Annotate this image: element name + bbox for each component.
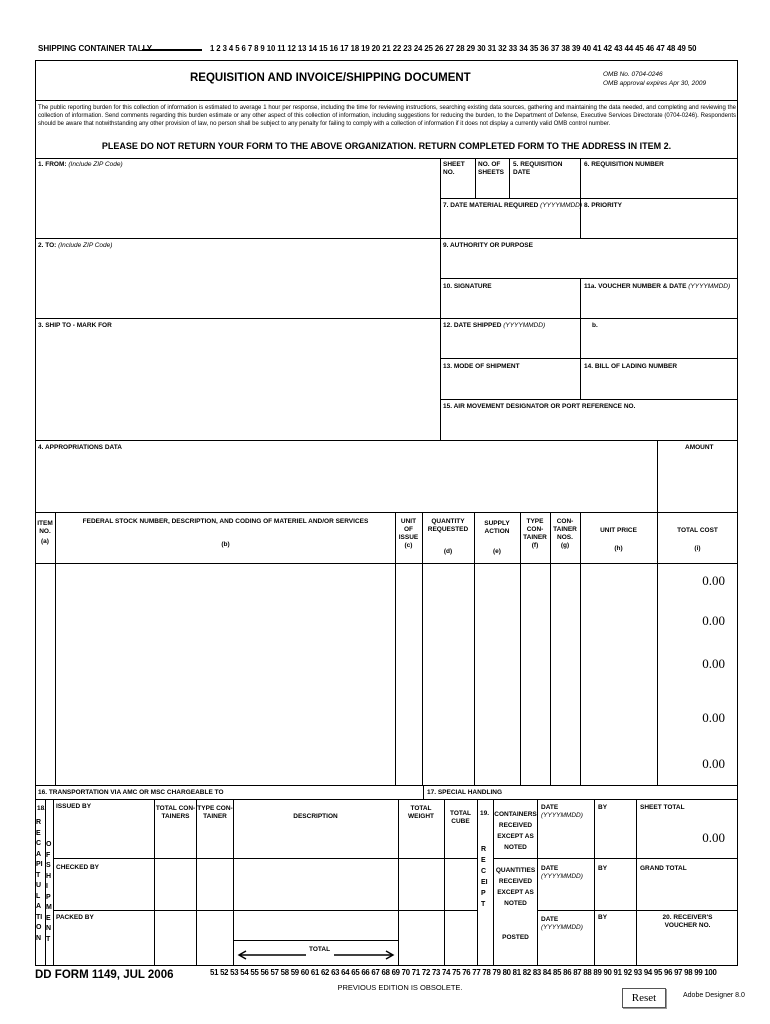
form-border [35,60,738,966]
grand-total-label: GRAND TOTAL [640,865,687,872]
date-shipped-label: 12. DATE SHIPPED (YYYYMMDD) [443,322,546,329]
authority-label: 9. AUTHORITY OR PURPOSE [443,242,533,249]
no-of-sheets-label: NO. OF SHEETS [478,161,505,176]
total-cost-row-1[interactable]: 0.00 [702,573,725,588]
appropriations-label: 4. APPROPRIATIONS DATA [38,444,122,451]
omb-number: OMB No. 0704-0246 [603,71,663,78]
signature-label: 10. SIGNATURE [443,283,492,290]
posted-label: POSTED [502,934,529,941]
date-label-1: DATE (YYYYMMDD) [541,804,583,819]
form-id: DD FORM 1149, JUL 2006 [35,969,174,981]
checked-by-label: CHECKED BY [56,864,99,871]
sheet-total-value[interactable]: 0.00 [702,830,725,845]
packed-by-label: PACKED BY [56,914,94,921]
total-cost-row-2[interactable]: 0.00 [702,613,725,628]
col-h-header: UNIT PRICE (h) [600,527,637,552]
recap-vertical-label: RECAPITULATION [36,819,43,942]
by-label-2: BY [598,865,608,872]
total-containers-label: TOTAL CON- TAINERS [155,805,196,820]
to-label: 2. TO: (Include ZIP Code) [38,242,113,249]
by-label-1: BY [598,804,608,811]
return-warning: PLEASE DO NOT RETURN YOUR FORM TO THE ABOVE ORGANIZATION. RETURN COMPLETED FORM TO THE ADDRESS IN ITEM 2. [101,141,672,151]
requisition-date-label: 5. REQUISITION DATE [513,161,563,176]
form-title: REQUISITION AND INVOICE/SHIPPING DOCUMENT [190,72,471,84]
requisition-number-label: 6. REQUISITION NUMBER [584,161,664,168]
tally-numbers-bottom: 51 52 53 54 55 56 57 58 59 60 61 62 63 64 65 66 67 68 69 70 71 72 73 74 75 76 77 78 79 80 81 82 83 84 85 86 87 88 89 90 91 92 93 94 95 96 97 98 99 100 [210,968,717,977]
date-label-3: DATE (YYYYMMDD) [541,916,583,931]
ship-to-label: 3. SHIP TO - MARK FOR [38,322,112,329]
issued-by-label: ISSUED BY [56,803,92,810]
omb-expiration: OMB approval expires Apr 30, 2009 [603,80,707,87]
total-weight-label: TOTAL WEIGHT [408,805,434,820]
by-label-3: BY [598,914,608,921]
receipt-number: 19. [480,810,490,817]
from-label: 1. FROM: (Include ZIP Code) [38,161,123,168]
recap-number: 18. [37,805,47,812]
date-label-2: DATE (YYYYMMDD) [541,865,583,880]
obsolete-notice: PREVIOUS EDITION IS OBSOLETE. [337,983,463,992]
date-required-label: 7. DATE MATERIAL REQUIRED (YYYYMMDD) [443,202,583,209]
col-g-header: CON- TAINER NOS. (g) [553,518,577,549]
total-cost-row-5[interactable]: 0.00 [702,756,725,771]
col-e-header: SUPPLY ACTION (e) [484,520,510,555]
description-label: DESCRIPTION [293,813,338,820]
mode-of-shipment-label: 13. MODE OF SHIPMENT [443,363,520,370]
col-b-header: FEDERAL STOCK NUMBER, DESCRIPTION, AND CODING OF MATERIEL AND/OR SERVICES (b) [82,518,369,548]
col-i-header: TOTAL COST (i) [677,527,718,552]
special-handling-label: 17. SPECIAL HANDLING [427,789,503,796]
total-arrow-left [236,947,306,957]
total-arrow-right [334,947,396,957]
col-c-header: UNIT OF ISSUE (c) [398,518,419,549]
type-container-label: TYPE CON- TAINER [197,805,233,820]
col-f-header: TYPE CON- TAINER (f) [523,518,547,549]
shipment-vertical-label: OF SHIPMENT [46,841,52,943]
air-movement-label: 15. AIR MOVEMENT DESIGNATOR OR PORT REFERENCE NO. [443,403,636,410]
receivers-voucher-label: 20. RECEIVER'S VOUCHER NO. [662,914,713,929]
receipt-vertical-label: RECEIPT [481,846,488,908]
sheet-total-label: SHEET TOTAL [640,804,685,811]
quantities-received-label: QUANTITIES RECEIVED EXCEPT AS NOTED [495,867,536,907]
reset-button[interactable]: Reset [622,988,666,1008]
burden-statement: The public reporting burden for this collection of information is estimated to average 1 hour per response, including the time for reviewing instructions, searching existing data sources, gathering and maintaining the data needed, and completing and reviewing the collection of information. Send comments regarding this burden estimate or any other aspect of this collection of information, including suggestions for reducing the burden, to the Department of Defense, Executive Services Directorate (0704-0246). Respondents should be aware that notwithstanding any other provision of law, no person shall be subject to any penalty for failing to comply with a collection of information if it does not display a currently valid OMB control number. [38,105,736,127]
priority-label: 8. PRIORITY [584,202,622,209]
b-label: b. [592,322,598,329]
total-cost-row-4[interactable]: 0.00 [702,710,725,725]
bill-of-lading-label: 14. BILL OF LADING NUMBER [584,363,678,370]
total-cost-row-3[interactable]: 0.00 [702,656,725,671]
sheet-no-label: SHEET NO. [443,161,465,176]
amount-label: AMOUNT [685,444,714,451]
total-cube-label: TOTAL CUBE [449,810,472,825]
voucher-label: 11a. VOUCHER NUMBER & DATE (YYYYMMDD) [584,283,731,290]
tally-numbers-top: 1 2 3 4 5 6 7 8 9 10 11 12 13 14 15 16 17 18 19 20 21 22 23 24 25 26 27 28 29 30 31 32 33 34 35 36 37 38 39 40 41 42 43 44 45 46 47 48 49 50 [210,44,697,53]
total-label: TOTAL [309,946,331,953]
tally-rule [142,49,202,51]
col-d-header: QUANTITY REQUESTED (d) [427,518,469,555]
col-a-header: ITEM NO. (a) [37,520,53,545]
containers-received-label: CONTAINERS RECEIVED EXCEPT AS NOTED [494,811,537,851]
designer-credit: Adobe Designer 8.0 [683,992,745,999]
transportation-label: 16. TRANSPORTATION VIA AMC OR MSC CHARGEABLE TO [38,789,224,796]
tally-label: SHIPPING CONTAINER TALLY [38,44,153,53]
